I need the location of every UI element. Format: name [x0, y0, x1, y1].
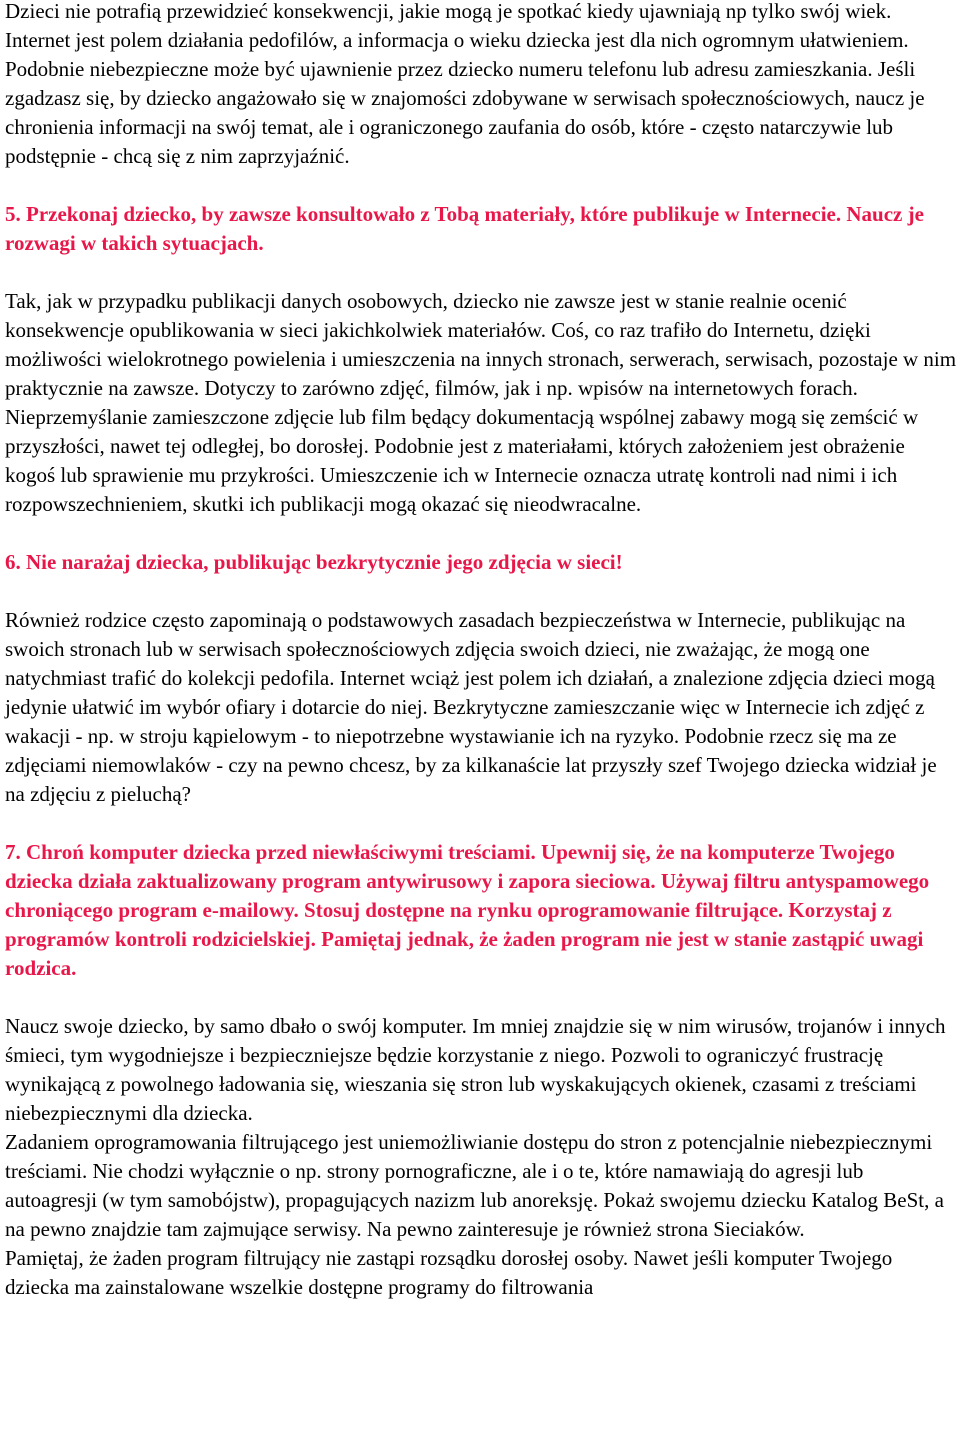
section-6-sentence-4: Podobnie rzecz się ma ze zdjęciami niemowlaków - czy na pewno chcesz, by za kilkanaście lat przyszły szef Twojego dziecka widział je na zdjęciu z pieluchą? [5, 724, 937, 806]
section-6-heading: 6. Nie narażaj dziecka, publikując bezkrytycznie jego zdjęcia w sieci! [5, 550, 623, 574]
section-7-paragraph-2 [5, 1128, 957, 1244]
intro-sentence-1: Dzieci nie potrafią przewidzieć konsekwencji, jakie mogą je spotkać kiedy ujawniają np tylko swój wiek. Internet jest polem działania pedofilów, a informacja o wieku dziecka jest dla nich ogromnym ułatwieniem. [5, 0, 909, 52]
document-page [5, 0, 957, 1302]
intro-sentence-3: Jeśli zgadzasz się, by dziecko angażowało się w znajomości zdobywane w serwisach społecznościowych, naucz je chronienia informacji na swój temat, ale i ograniczonego zaufania do osób, które - często natarczywie lub podstępnie - chcą się z nim zaprzyjaźnić. [5, 57, 925, 168]
section-5-heading [5, 200, 957, 258]
section-7-paragraph-3 [5, 1244, 957, 1302]
section-5-sentence-5: Podobnie jest z materiałami, których założeniem jest obrażenie kogoś lub sprawienie mu przykrości. [5, 434, 905, 487]
intro-sentence-2: Podobnie niebezpieczne może być ujawnienie przez dziecko numeru telefonu lub adresu zamieszkania. [5, 57, 873, 81]
section-5-sentence-6: Umieszczenie ich w Internecie oznacza utratę kontroli nad nimi i ich rozpowszechnieniem, skutki ich publikacji mogą okazać się nieodwracalne. [5, 463, 898, 516]
section-5-paragraph [5, 287, 957, 519]
section-7-heading-part-5: Korzystaj z programów kontroli rodzicielskiej. [5, 898, 892, 951]
intro-paragraph [5, 0, 957, 171]
section-7-p2-sentence-4: Na pewno zainteresuje je również strona Sieciaków. [366, 1217, 805, 1241]
section-5-heading-part-1: 5. Przekonaj dziecko, by zawsze konsultowało z Tobą materiały, które publikuje w Internecie. [5, 202, 842, 226]
section-5-sentence-4: Nieprzemyślanie zamieszczone zdjęcie lub film będący dokumentacją wspólnej zabawy mogą się zemścić w przyszłości, nawet tej odległej, bo dorosłej. [5, 405, 919, 458]
section-7-p2-sentence-2: Nie chodzi wyłącznie o np. strony pornograficzne, ale i o te, które namawiają do agresji lub autoagresji (w tym samobójstw), propagujących nazizm lub anoreksję. [5, 1159, 864, 1212]
section-7-paragraph-1 [5, 1012, 957, 1128]
section-7-p1-sentence-3: Pozwoli to ograniczyć frustrację wynikającą z powolnego ładowania się, wieszania się stron lub wyskakujących okienek, czasami z treściami niebezpiecznymi dla dziecka. [5, 1043, 917, 1125]
section-6-sentence-1: Również rodzice często zapominają o podstawowych zasadach bezpieczeństwa w Internecie, publikując na swoich stronach lub w serwisach społecznościowych zdjęcia swoich dzieci, nie zważając, że mogą one natychmiast trafić do kolekcji pedofila. [5, 608, 906, 690]
section-6-sentence-3: Bezkrytyczne zamieszczanie więc w Internecie ich zdjęć z wakacji - np. w stroju kąpielowym - to niepotrzebne wystawianie ich na ryzyko. [5, 695, 925, 748]
section-7-heading-part-2: Upewnij się, że na komputerze Twojego dziecka działa zaktualizowany program antywirusowy i zapora sieciowa. [5, 840, 895, 893]
section-7-p1-sentence-2: Im mniej znajdzie się w nim wirusów, trojanów i innych śmieci, tym wygodniejsze i bezpieczniejsze będzie korzystanie z niego. [5, 1014, 946, 1067]
section-5-sentence-3: Dotyczy to zarówno zdjęć, filmów, jak i np. wpisów na internetowych forach. [204, 376, 858, 400]
section-5-sentence-2: Coś, co raz trafiło do Internetu, dzięki możliwości wielokrotnego powielenia i umieszczenia na innych stronach, serwerach, serwisach, pozostaje w nim praktycznie na zawsze. [5, 318, 957, 400]
section-7-p1-sentence-1: Naucz swoje dziecko, by samo dbało o swój komputer. [5, 1014, 467, 1038]
section-5-heading-part-2: Naucz je rozwagi w takich sytuacjach. [5, 202, 924, 255]
section-6-paragraph [5, 606, 957, 809]
section-7-p2-sentence-3: Pokaż swojemu dziecku Katalog BeSt, a na pewno znajdzie tam zajmujące serwisy. [5, 1188, 944, 1241]
section-6-sentence-2: Internet wciąż jest polem ich działań, a znalezione zdjęcia dzieci mogą jedynie ułatwić im wybór ofiary i dotarcie do niej. [5, 666, 935, 719]
section-5-sentence-1: Tak, jak w przypadku publikacji danych osobowych, dziecko nie zawsze jest w stanie realnie ocenić konsekwencje opublikowania w sieci jakichkolwiek materiałów. [5, 289, 847, 342]
section-7-p3-sentence-1: Pamiętaj, że żaden program filtrujący nie zastąpi rozsądku dorosłej osoby. [5, 1246, 629, 1270]
section-7-heading-part-4: Stosuj dostępne na rynku oprogramowanie filtrujące. [304, 898, 784, 922]
section-7-heading [5, 838, 957, 983]
section-7-heading-part-3: Używaj filtru antyspamowego chroniącego program e-mailowy. [5, 869, 930, 922]
section-7-p2-sentence-1: Zadaniem oprogramowania filtrującego jest uniemożliwianie dostępu do stron z potencjalnie niebezpiecznymi treściami. [5, 1130, 933, 1183]
section-7-heading-part-1: 7. Chroń komputer dziecka przed niewłaściwymi treściami. [5, 840, 536, 864]
section-7-heading-part-6: Pamiętaj jednak, że żaden program nie jest w stanie zastąpić uwagi rodzica. [5, 927, 924, 980]
section-7-p3-sentence-2: Nawet jeśli komputer Twojego dziecka ma zainstalowane wszelkie dostępne programy do filtrowania [5, 1246, 893, 1299]
